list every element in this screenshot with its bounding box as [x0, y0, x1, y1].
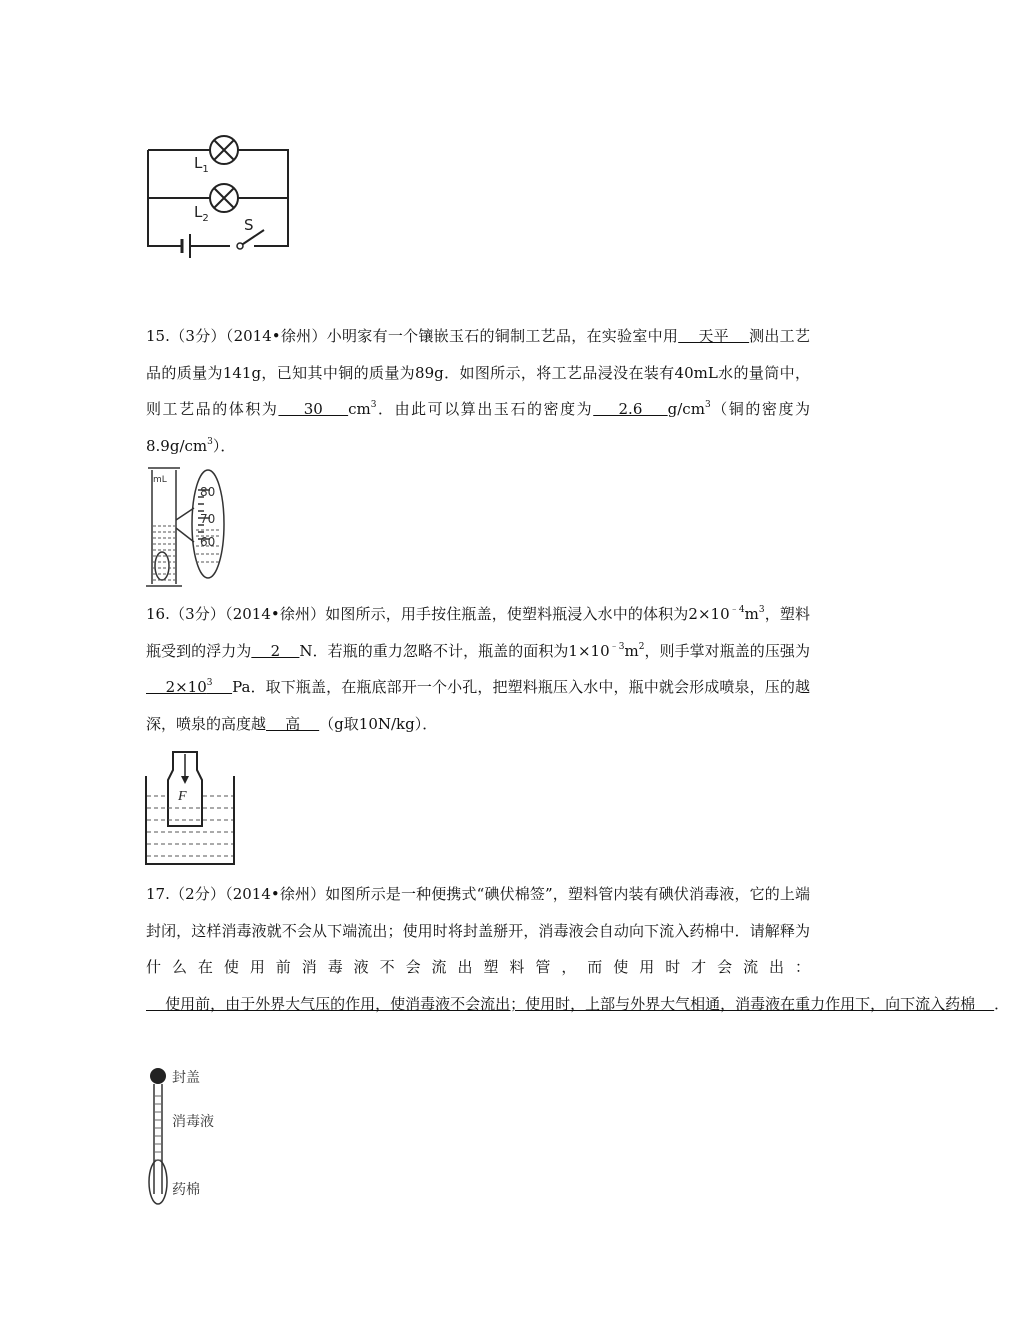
lamp2-subscript: 2: [202, 213, 209, 224]
q15-text-1: 15.（3分）（2014•徐州）小明家有一个镶嵌玉石的铜制工艺品，在实验室中用: [146, 327, 679, 345]
label-liquid: 消毒液: [172, 1114, 214, 1130]
q15-sup-2: 3: [704, 400, 711, 410]
label-cotton: 药棉: [172, 1182, 200, 1198]
q16-text-4: N．若瓶的重力忽略不计，瓶盖的面积为1×10: [299, 641, 610, 660]
question-17: [146, 876, 1009, 1022]
cotton-swab-figure: [140, 1062, 250, 1212]
q15-text-5: g/cm: [667, 400, 705, 418]
q16-answer-3: 高: [266, 714, 320, 733]
measuring-cylinder-figure: [140, 466, 235, 590]
q16-text-8: （g取10N/kg）．: [319, 714, 438, 733]
q16-text-5: m: [624, 641, 639, 660]
tick-70: 70: [200, 512, 216, 526]
q16-sup-3: ﹣3: [609, 641, 625, 652]
q15-answer-1: 天平: [678, 327, 750, 345]
q16-text-1: 16.（3分）（2014•徐州）如图所示，用手按住瓶盖，使塑料瓶浸入水中的体积为2×10: [146, 605, 730, 623]
q15-text-7: ）．: [212, 436, 236, 455]
q17-text-1: 17.（2分）（2014•徐州）如图所示是一种便携式“碘伏棉签”，塑料管内装有碘伏消毒液，它的上端封闭，这样消毒液就不会从下端流出；使用时将封盖掰开，消毒液会自动向下流入药棉中．请解释为什么在使用前消毒液不会流出塑料管，而使用时才会流出：: [146, 885, 810, 976]
q16-text-3: ，塑料瓶受到的浮力为: [146, 605, 810, 660]
q16-text-6: ，则手掌对瓶盖的压强为: [644, 641, 810, 660]
question-15: [146, 318, 810, 464]
q15-text-6: （铜的密度为8.9g/cm: [146, 400, 810, 455]
lamp1-subscript: 1: [202, 164, 209, 175]
q16-sup-1: ﹣4: [729, 605, 745, 615]
q16-answer-1: 2: [251, 641, 300, 660]
q17-answer: 使用前，由于外界大气压的作用，使消毒液不会流出；使用时，上部与外界大气相通，消毒液在重力作用下，向下流入药棉: [146, 994, 995, 1013]
q15-text-3: cm: [348, 400, 371, 418]
q15-answer-2: 30: [278, 400, 349, 418]
tick-60: 60: [200, 535, 216, 549]
q16-text-2: m: [744, 605, 759, 623]
force-label: F: [178, 789, 187, 804]
q17-text-2: ．: [994, 994, 1009, 1013]
q15-sup-1: 3: [370, 400, 377, 410]
q16-sup-2: 3: [758, 605, 765, 615]
bottle-in-water-figure: [140, 746, 240, 868]
q15-text-2: 测出工艺品的质量为141g，已知其中铜的质量为89g．如图所示，将工艺品浸没在装有40mL水的量筒中，则工艺品的体积为: [146, 327, 810, 418]
q16-text-7: Pa．取下瓶盖，在瓶底部开一个小孔，把塑料瓶压入水中，瓶中就会形成喷泉，压的越深，喷泉的高度越: [146, 678, 810, 733]
q16-sup-4: 2: [638, 641, 645, 652]
tick-80: 80: [200, 485, 216, 499]
circuit-diagram: [140, 136, 300, 256]
question-16: [146, 596, 810, 742]
svg-text:L2: [194, 203, 209, 224]
cylinder-unit: mL: [153, 475, 167, 485]
label-cap: 封盖: [172, 1070, 200, 1086]
lamp2-label: L: [194, 203, 203, 221]
lamp1-label: L: [194, 154, 203, 172]
q15-sup-3: 3: [207, 436, 213, 447]
svg-text:L1: [194, 154, 209, 175]
q15-text-4: ．由此可以算出玉石的密度为: [376, 400, 594, 418]
q16-answer-2: $2\times 10^3$: [146, 678, 213, 696]
switch-label: S: [244, 216, 254, 234]
q15-answer-3: 2.6: [593, 400, 668, 418]
